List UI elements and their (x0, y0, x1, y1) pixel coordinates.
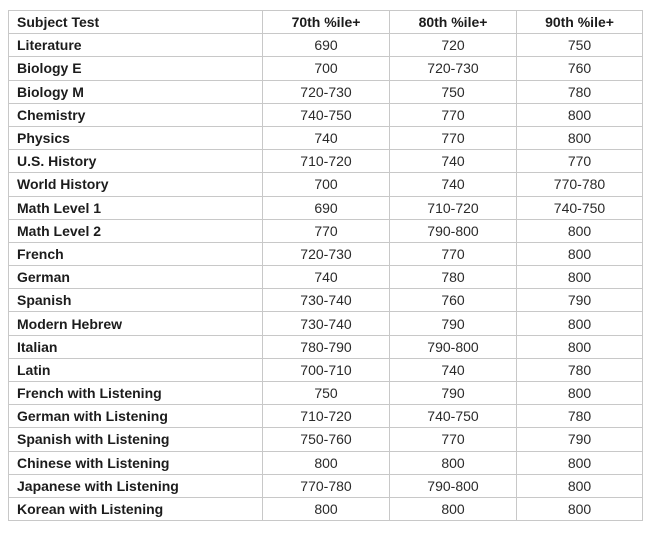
subject-name-cell: Biology M (9, 80, 263, 103)
table-row (9, 150, 643, 173)
score-70th-cell: 720-730 (263, 80, 390, 103)
score-70th-cell: 720-730 (263, 242, 390, 265)
score-90th-cell: 770-780 (517, 173, 643, 196)
table-row (9, 196, 643, 219)
subject-name-cell: U.S. History (9, 150, 263, 173)
table-row (9, 57, 643, 80)
score-70th-cell: 700 (263, 173, 390, 196)
score-70th-cell: 780-790 (263, 335, 390, 358)
score-80th-cell: 790 (390, 382, 517, 405)
table-row (9, 289, 643, 312)
table-row (9, 126, 643, 149)
score-90th-cell: 790 (517, 289, 643, 312)
score-80th-cell: 770 (390, 103, 517, 126)
score-90th-cell: 800 (517, 103, 643, 126)
table-row (9, 405, 643, 428)
score-70th-cell: 740-750 (263, 103, 390, 126)
table-row (9, 451, 643, 474)
table-row (9, 34, 643, 57)
table-header-row (9, 11, 643, 34)
score-80th-cell: 740 (390, 358, 517, 381)
subject-name-cell: Modern Hebrew (9, 312, 263, 335)
score-70th-cell: 770 (263, 219, 390, 242)
score-80th-cell: 770 (390, 428, 517, 451)
score-90th-cell: 750 (517, 34, 643, 57)
score-80th-cell: 740 (390, 150, 517, 173)
subject-name-cell: German (9, 266, 263, 289)
table-row (9, 266, 643, 289)
subject-name-cell: Italian (9, 335, 263, 358)
subject-name-cell: Physics (9, 126, 263, 149)
score-90th-cell: 800 (517, 242, 643, 265)
score-80th-cell: 720 (390, 34, 517, 57)
score-80th-cell: 770 (390, 126, 517, 149)
table-row (9, 474, 643, 497)
score-80th-cell: 790-800 (390, 335, 517, 358)
score-80th-cell: 800 (390, 451, 517, 474)
score-70th-cell: 740 (263, 266, 390, 289)
score-90th-cell: 800 (517, 451, 643, 474)
table-row (9, 242, 643, 265)
header-80th-percentile: 80th %ile+ (390, 11, 517, 34)
score-80th-cell: 770 (390, 242, 517, 265)
table-row (9, 382, 643, 405)
score-90th-cell: 800 (517, 312, 643, 335)
subject-name-cell: World History (9, 173, 263, 196)
score-90th-cell: 800 (517, 382, 643, 405)
subject-name-cell: Literature (9, 34, 263, 57)
score-80th-cell: 740 (390, 173, 517, 196)
score-70th-cell: 770-780 (263, 474, 390, 497)
score-80th-cell: 790-800 (390, 219, 517, 242)
score-70th-cell: 730-740 (263, 312, 390, 335)
score-70th-cell: 710-720 (263, 405, 390, 428)
score-90th-cell: 800 (517, 497, 643, 520)
table-row (9, 335, 643, 358)
score-90th-cell: 760 (517, 57, 643, 80)
score-80th-cell: 750 (390, 80, 517, 103)
table-body (9, 34, 643, 521)
score-80th-cell: 720-730 (390, 57, 517, 80)
score-70th-cell: 710-720 (263, 150, 390, 173)
table-row (9, 358, 643, 381)
score-80th-cell: 710-720 (390, 196, 517, 219)
header-70th-percentile: 70th %ile+ (263, 11, 390, 34)
table-row (9, 173, 643, 196)
score-80th-cell: 800 (390, 497, 517, 520)
subject-name-cell: Korean with Listening (9, 497, 263, 520)
subject-name-cell: Biology E (9, 57, 263, 80)
subject-name-cell: Japanese with Listening (9, 474, 263, 497)
table-row (9, 80, 643, 103)
score-70th-cell: 730-740 (263, 289, 390, 312)
score-70th-cell: 750-760 (263, 428, 390, 451)
score-70th-cell: 800 (263, 451, 390, 474)
score-90th-cell: 800 (517, 266, 643, 289)
subject-name-cell: Chemistry (9, 103, 263, 126)
score-70th-cell: 800 (263, 497, 390, 520)
table-row (9, 103, 643, 126)
table-row (9, 428, 643, 451)
score-70th-cell: 690 (263, 196, 390, 219)
score-80th-cell: 790 (390, 312, 517, 335)
header-subject-test: Subject Test (9, 11, 263, 34)
score-70th-cell: 750 (263, 382, 390, 405)
score-90th-cell: 800 (517, 126, 643, 149)
score-table-container (8, 10, 643, 521)
header-90th-percentile: 90th %ile+ (517, 11, 643, 34)
score-90th-cell: 770 (517, 150, 643, 173)
score-70th-cell: 700 (263, 57, 390, 80)
subject-test-percentile-table (8, 10, 643, 521)
subject-name-cell: Math Level 1 (9, 196, 263, 219)
score-70th-cell: 700-710 (263, 358, 390, 381)
score-80th-cell: 760 (390, 289, 517, 312)
score-90th-cell: 780 (517, 405, 643, 428)
subject-name-cell: Math Level 2 (9, 219, 263, 242)
subject-name-cell: Chinese with Listening (9, 451, 263, 474)
score-80th-cell: 790-800 (390, 474, 517, 497)
score-70th-cell: 740 (263, 126, 390, 149)
score-70th-cell: 690 (263, 34, 390, 57)
score-90th-cell: 800 (517, 474, 643, 497)
score-90th-cell: 780 (517, 358, 643, 381)
score-80th-cell: 740-750 (390, 405, 517, 428)
score-90th-cell: 800 (517, 219, 643, 242)
score-80th-cell: 780 (390, 266, 517, 289)
subject-name-cell: Spanish with Listening (9, 428, 263, 451)
score-90th-cell: 800 (517, 335, 643, 358)
table-row (9, 497, 643, 520)
subject-name-cell: Spanish (9, 289, 263, 312)
score-90th-cell: 780 (517, 80, 643, 103)
score-90th-cell: 790 (517, 428, 643, 451)
table-row (9, 219, 643, 242)
subject-name-cell: French with Listening (9, 382, 263, 405)
table-row (9, 312, 643, 335)
subject-name-cell: Latin (9, 358, 263, 381)
subject-name-cell: German with Listening (9, 405, 263, 428)
subject-name-cell: French (9, 242, 263, 265)
score-90th-cell: 740-750 (517, 196, 643, 219)
